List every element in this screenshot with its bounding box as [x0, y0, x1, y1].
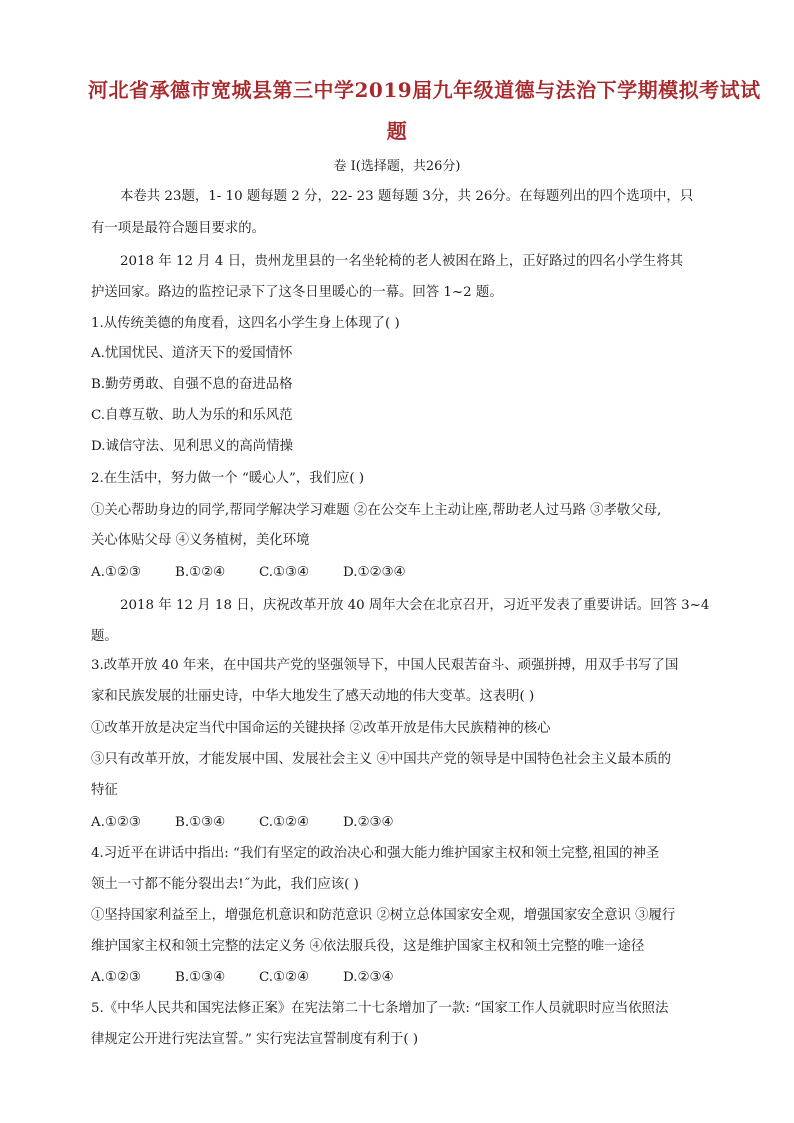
question-4-choice-c: C.①②④ — [259, 970, 310, 985]
question-4-choice-b: B.①③④ — [175, 970, 226, 985]
question-5-stem-line-2: 律规定公开进行宪法宣誓。” 实行宪法宣誓制度有利于( ) — [91, 1032, 419, 1047]
question-4-stem-line-2: 领土一寸都不能分裂出去!˝为此，我们应该( ) — [91, 877, 359, 892]
question-4-items-line-1: ①坚持国家利益至上，增强危机意识和防范意识 ②树立总体国家安全观，增强国家安全意识 ③履行 — [91, 908, 676, 923]
question-2-choice-d: D.①②③④ — [343, 565, 406, 580]
question-3-choice-c: C.①②④ — [259, 815, 310, 830]
question-3-items-line-1: ①改革开放是决定当代中国命运的关键抉择 ②改革开放是伟大民族精神的核心 — [91, 721, 551, 736]
question-2-items-line-1: ①关心帮助身边的同学,帮同学解决学习难题 ②在公交车上主动让座,帮助老人过马路 ③孝敬父母, — [91, 503, 662, 518]
material-1-line-1: 2018 年 12 月 4 日，贵州龙里县的一名坐轮椅的老人被困在路上，正好路过的四名小学生将其 — [120, 254, 683, 269]
question-4-items-line-2: 维护国家主权和领土完整的法定义务 ④依法服兵役，这是维护国家主权和领土完整的唯一途径 — [91, 939, 645, 954]
question-5-stem-line-1: 5.《中华人民共和国宪法修正案》在宪法第二十七条增加了一款: “国家工作人员就职时应当依照法 — [91, 1001, 669, 1016]
question-2-choice-b: B.①②④ — [175, 565, 226, 580]
question-3-items-line-3: 特征 — [91, 783, 118, 798]
material-2-line-2: 题。 — [91, 629, 118, 644]
question-2-choice-c: C.①③④ — [259, 565, 310, 580]
question-4-stem-line-1: 4.习近平在讲话中指出: “我们有坚定的政治决心和强大能力维护国家主权和领土完整,祖国的神圣 — [91, 846, 660, 861]
question-2-choice-a: A.①②③ — [91, 565, 141, 580]
material-1-line-2: 护送回家。路边的监控记录下了这冬日里暖心的一幕。回答 1~2 题。 — [91, 285, 503, 300]
question-2-items-line-2: 关心体贴父母 ④义务植树，美化环境 — [91, 533, 310, 548]
question-3-choice-a: A.①②③ — [91, 815, 141, 830]
question-1-stem: 1.从传统美德的角度看，这四名小学生身上体现了( ) — [91, 316, 400, 331]
question-2-choices — [91, 563, 406, 583]
section-subtitle: 卷 I(选择题，共26分) — [333, 159, 461, 174]
exam-title-line-2: 题 — [386, 119, 408, 143]
material-2-line-1: 2018 年 12 月 18 日，庆祝改革开放 40 周年大会在北京召开，习近平发表了重要讲话。回答 3~4 — [120, 598, 710, 613]
question-3-items-line-2: ③只有改革开放，才能发展中国、发展社会主义 ④中国共产党的领导是中国特色社会主义最本质的 — [91, 752, 672, 767]
question-1-option-c: C.自尊互敬、助人为乐的和乐风范 — [91, 408, 293, 423]
question-3-choice-b: B.①③④ — [175, 815, 226, 830]
question-1-option-d: D.诚信守法、见利思义的高尚情操 — [91, 439, 293, 454]
instructions-line-1: 本卷共 23题，1- 10 题每题 2 分，22- 23 题每题 3分，共 26分。在每题列出的四个选项中，只 — [120, 189, 694, 204]
question-4-choices — [91, 968, 394, 988]
question-3-choice-d: D.②③④ — [343, 815, 394, 830]
instructions-line-2: 有一项是最符合题目要求的。 — [91, 221, 266, 236]
question-1-option-b: B.勤劳勇敢、自强不息的奋进品格 — [91, 377, 293, 392]
question-4-choice-a: A.①②③ — [91, 970, 141, 985]
question-3-stem-line-2: 家和民族发展的壮丽史诗，中华大地发生了感天动地的伟大变革。这表明( ) — [91, 689, 535, 704]
question-4-choice-d: D.②③④ — [343, 970, 394, 985]
question-3-stem-line-1: 3.改革开放 40 年来，在中国共产党的坚强领导下，中国人民艰苦奋斗、顽强拼搏，用双手书写了国 — [91, 658, 679, 673]
question-1-option-a: A.忧国忧民、道济天下的爱国情怀 — [91, 346, 293, 361]
question-2-stem: 2.在生活中，努力做一个 “暖心人”，我们应( ) — [91, 471, 365, 486]
exam-title-line-1: 河北省承德市宽城县第三中学2019届九年级道德与法治下学期模拟考试试 — [88, 78, 761, 102]
question-3-choices — [91, 813, 394, 833]
